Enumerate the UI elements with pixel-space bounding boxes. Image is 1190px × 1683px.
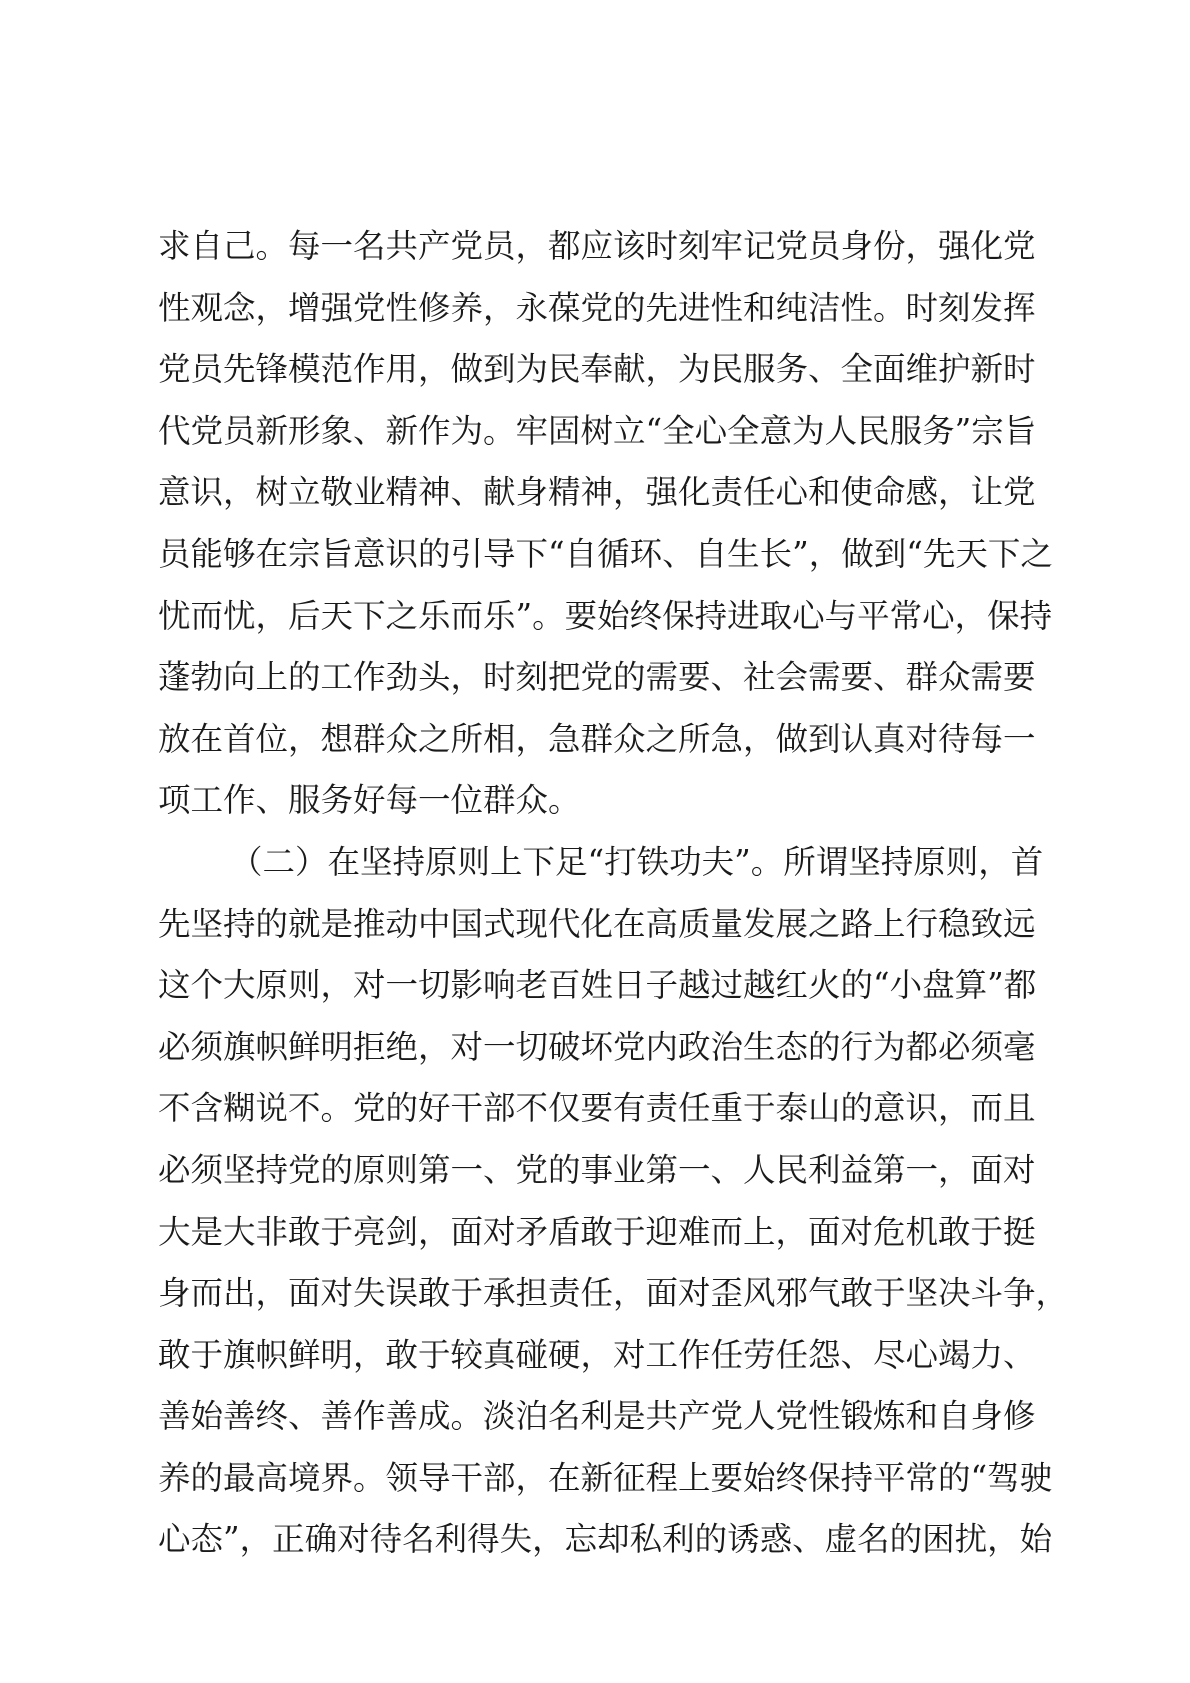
paragraph-1 xyxy=(158,216,1053,832)
text-line: 这个大原则，对一切影响老百姓日子越过越红火的“小盘算”都 xyxy=(158,966,1037,1005)
text-line: 不含糊说不。党的好干部不仅要有责任重于泰山的意识，而且 xyxy=(158,1089,1036,1128)
text-line: 意识，树立敬业精神、献身精神，强化责任心和使命感，让党 xyxy=(158,473,1036,512)
text-line: 先坚持的就是推动中国式现代化在高质量发展之路上行稳致远 xyxy=(158,904,1036,943)
text-line: 放在首位，想群众之所相，急群众之所急，做到认真对待每一 xyxy=(158,719,1036,758)
text-line: 求自己。每一名共产党员，都应该时刻牢记党员身份，强化党 xyxy=(158,227,1036,265)
text-line: 善始善终、善作善成。淡泊名利是共产党人党性锻炼和自身修 xyxy=(158,1397,1036,1436)
text-line: 必须坚持党的原则第一、党的事业第一、人民利益第一，面对 xyxy=(158,1150,1036,1189)
text-line: 养的最高境界。领导干部，在新征程上要始终保持平常的“驾驶 xyxy=(158,1458,1053,1497)
section-heading-line: （二）在坚持原则上下足“打铁功夫”。所谓坚持原则，首 xyxy=(230,842,1044,881)
text-line: 性观念，增强党性修养，永葆党的先进性和纯洁性。时刻发挥 xyxy=(158,288,1036,327)
text-line: 党员先锋模范作用，做到为民奉献，为民服务、全面维护新时 xyxy=(158,350,1036,389)
text-line: 必须旗帜鲜明拒绝，对一切破坏党内政治生态的行为都必须毫 xyxy=(158,1027,1036,1066)
text-line: 项工作、服务好每一位群众。 xyxy=(158,781,581,820)
document-body xyxy=(158,216,1069,1571)
text-line: 代党员新形象、新作为。牢固树立“全心全意为人民服务”宗旨 xyxy=(158,411,1037,450)
text-line: 蓬勃向上的工作劲头，时刻把党的需要、社会需要、群众需要 xyxy=(158,658,1036,697)
text-line: 忧而忧，后天下之乐而乐”。要始终保持进取心与平常心，保持 xyxy=(158,596,1053,635)
paragraph-2 xyxy=(158,832,1069,1571)
text-line: 身而出，面对失误敢于承担责任，面对歪风邪气敢于坚决斗争， xyxy=(158,1274,1069,1313)
text-line: 敢于旗帜鲜明，敢于较真碰硬，对工作任劳任怨、尽心竭力、 xyxy=(158,1335,1036,1374)
text-line: 心态”，正确对待名利得失，忘却私利的诱惑、虚名的困扰，始 xyxy=(158,1520,1053,1559)
text-line: 员能够在宗旨意识的引导下“自循环、自生长”，做到“先天下之 xyxy=(158,534,1053,573)
text-line: 大是大非敢于亮剑，面对矛盾敢于迎难而上，面对危机敢于挺 xyxy=(158,1212,1036,1251)
